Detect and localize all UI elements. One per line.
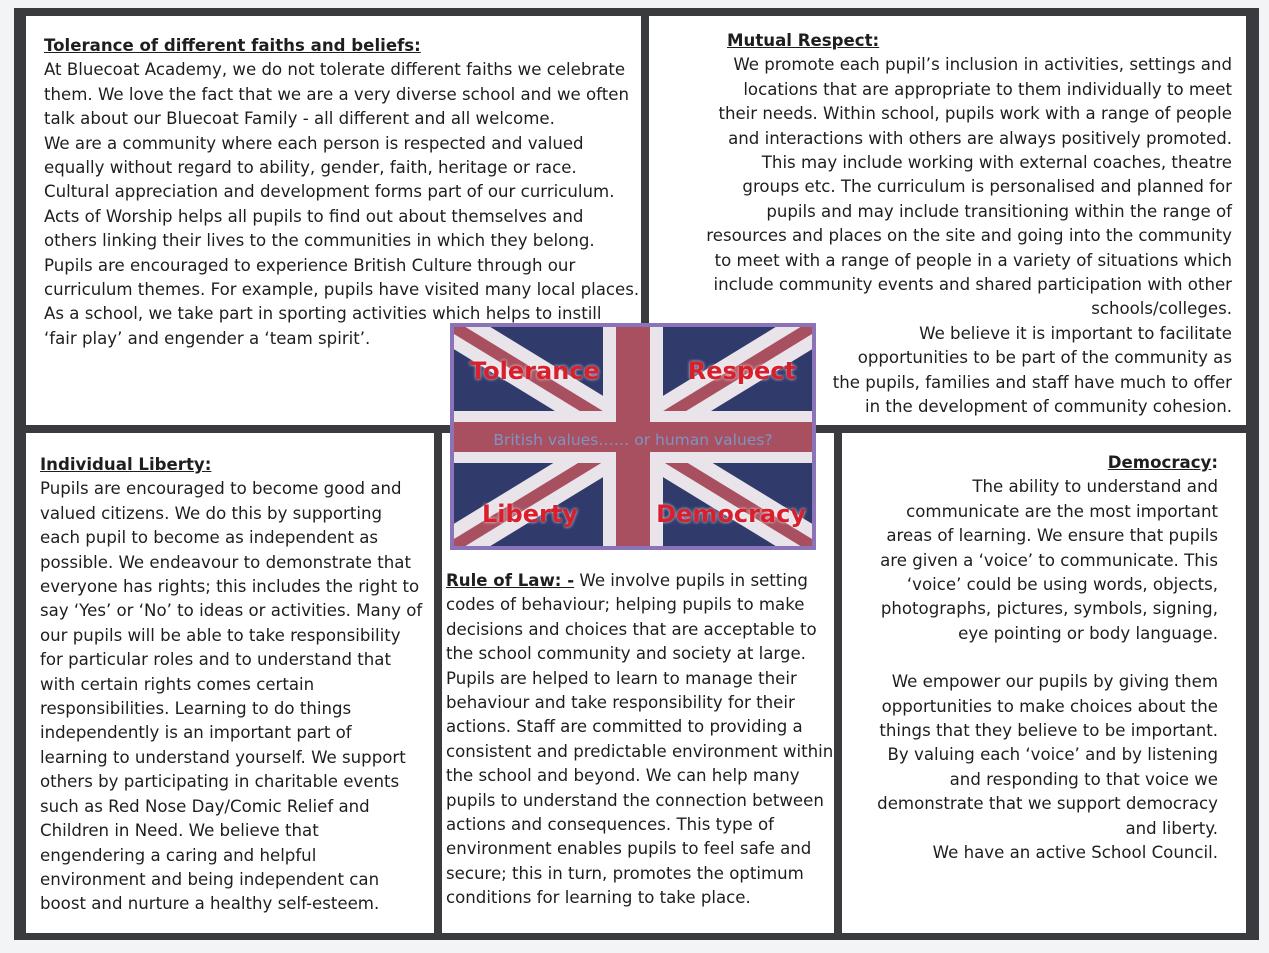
liberty-line: others by participating in charitable events [40,772,400,792]
democracy-heading-colon: : [1211,453,1218,472]
flag-caption: British values…… or human values? [493,431,773,449]
liberty-line: everyone has rights; this includes the right to [40,577,420,597]
democracy-line: The ability to understand and [972,477,1218,497]
democracy-line: ‘voice’ could be using words, objects, [906,575,1218,595]
democracy-line: things that they believe to be important. [879,721,1218,741]
democracy-line: areas of learning. We ensure that pupils [886,526,1218,546]
rule-of-law-line: conditions for learning to take place. [446,888,751,908]
liberty-line: with certain rights comes certain [40,674,315,694]
democracy-line: By valuing each ‘voice’ and by listening [887,745,1218,765]
rule-of-law-line: Pupils are helped to learn to manage their [446,668,797,688]
mutual-respect-line: their needs. Within school, pupils work with a range of people [718,104,1232,124]
mutual-respect-line: schools/colleges. [1091,299,1232,319]
mutual-respect-line: in the development of community cohesion. [865,397,1232,417]
liberty-line: responsibilities. Learning to do things [40,699,352,719]
mutual-respect-line: to meet with a range of people in a variety of situations which [714,250,1232,270]
liberty-line: engendering a caring and helpful [40,845,317,865]
tolerance-line: them. We love the fact that we are a very diverse school and we often [44,84,629,104]
tolerance-line: curriculum themes. For example, pupils have visited many local places. [44,280,640,300]
democracy-line: eye pointing or body language. [958,623,1218,643]
rule-of-law-line: actions. Staff are committed to providing a [446,717,803,737]
mutual-respect-line: and interactions with others are always positively promoted. [728,128,1232,148]
union-jack-flag [454,327,812,546]
liberty-line: our pupils will be able to take responsibility [40,625,401,645]
union-jack-image [450,323,816,550]
democracy-heading-line [862,451,1218,475]
liberty-line: learning to understand yourself. We support [40,747,406,767]
mutual-respect-line: locations that are appropriate to them individually to meet [743,79,1232,99]
liberty-line: independently is an important part of [40,723,352,743]
tolerance-line: Pupils are encouraged to experience British Culture through our [44,255,576,275]
paragraph-gap [862,646,1218,670]
rule-of-law-line: pupils to understand the connection between [446,790,824,810]
democracy-line: demonstrate that we support democracy [877,794,1218,814]
rule-of-law-line: behaviour and take responsibility for their [446,693,795,713]
rule-of-law-heading: Rule of Law: - [446,571,575,590]
liberty-line: say ‘Yes’ or ‘No’ to ideas or activities. Many of [40,601,423,621]
rule-of-law-first-line-text: We involve pupils in setting [574,571,808,590]
liberty-line: for particular roles and to understand that [40,650,391,670]
mutual-respect-line: resources and places on the site and going into the community [706,226,1232,246]
liberty-line: such as Red Nose Day/Comic Relief and [40,796,370,816]
liberty-line: Pupils are encouraged to become good and [40,479,402,499]
mutual-respect-line: We promote each pupil’s inclusion in activities, settings and [733,55,1232,75]
tolerance-line: We are a community where each person is respected and valued [44,133,584,153]
flag-word-tolerance: Tolerance [470,357,600,385]
mutual-respect-heading: Mutual Respect: [727,31,880,50]
rule-of-law-line: consistent and predictable environment within [446,741,834,761]
tolerance-line: At Bluecoat Academy, we do not tolerate different faiths we celebrate [44,60,626,80]
mutual-respect-line: groups etc. The curriculum is personalised and planned for [742,177,1232,197]
democracy-line: communicate are the most important [906,501,1218,521]
liberty-line: Children in Need. We believe that [40,821,319,841]
liberty-line: environment and being independent can [40,869,380,889]
mutual-respect-line: This may include working with external coaches, theatre [761,153,1232,173]
tolerance-line: talk about our Bluecoat Family - all different and all welcome. [44,109,555,129]
flag-word-democracy: Democracy [656,500,806,528]
tolerance-line: equally without regard to ability, gender, faith, heritage or race. [44,158,577,178]
rule-of-law-line: secure; this in turn, promotes the optimum [446,863,804,883]
rule-of-law-line: codes of behaviour; helping pupils to make [446,595,805,615]
rule-of-law-line: the school and beyond. We can help many [446,766,800,786]
flag-word-liberty: Liberty [482,500,578,528]
tolerance-heading: Tolerance of different faiths and beliefs: [44,36,421,55]
mutual-respect-line: opportunities to be part of the community as [857,348,1232,368]
tolerance-line: others linking their lives to the communities in which they belong. [44,231,595,251]
democracy-line: photographs, pictures, symbols, signing, [880,599,1218,619]
individual-liberty-panel [26,433,434,933]
democracy-line: and liberty. [1125,818,1218,838]
democracy-line: and responding to that voice we [949,769,1218,789]
mutual-respect-line: pupils and may include transitioning within the range of [766,201,1232,221]
rule-of-law-line: environment enables pupils to feel safe and [446,839,812,859]
flag-word-respect: Respect [687,357,796,385]
mutual-respect-line: We believe it is important to facilitate [919,323,1232,343]
tolerance-line: Acts of Worship helps all pupils to find out about themselves and [44,206,584,226]
democracy-line: We have an active School Council. [932,843,1218,863]
democracy-panel [842,433,1246,933]
tolerance-line: Cultural appreciation and development forms part of our curriculum. [44,182,615,202]
liberty-line: boost and nurture a healthy self-esteem. [40,894,380,914]
democracy-line: We empower our pupils by giving them [891,672,1218,692]
rule-of-law-line: the school community and society at large. [446,644,806,664]
liberty-line: each pupil to become as independent as [40,528,379,548]
rule-of-law-line: decisions and choices that are acceptable to [446,619,817,639]
liberty-line: valued citizens. We do this by supporting [40,503,383,523]
mutual-respect-line: the pupils, families and staff have much to offer [832,372,1232,392]
democracy-heading: Democracy [1107,453,1212,472]
rule-of-law-line: actions and consequences. This type of [446,815,774,835]
democracy-line: are given a ‘voice’ to communicate. This [880,550,1218,570]
liberty-line: possible. We endeavour to demonstrate that [40,552,411,572]
individual-liberty-heading: Individual Liberty: [40,455,212,474]
tolerance-line: As a school, we take part in sporting activities which helps to instill [44,304,602,324]
mutual-respect-line: include community events and shared participation with other [713,275,1232,295]
rule-of-law-first-line [446,569,834,593]
democracy-line: opportunities to make choices about the [881,696,1218,716]
tolerance-line: ‘fair play’ and engender a ‘team spirit’. [44,328,371,348]
